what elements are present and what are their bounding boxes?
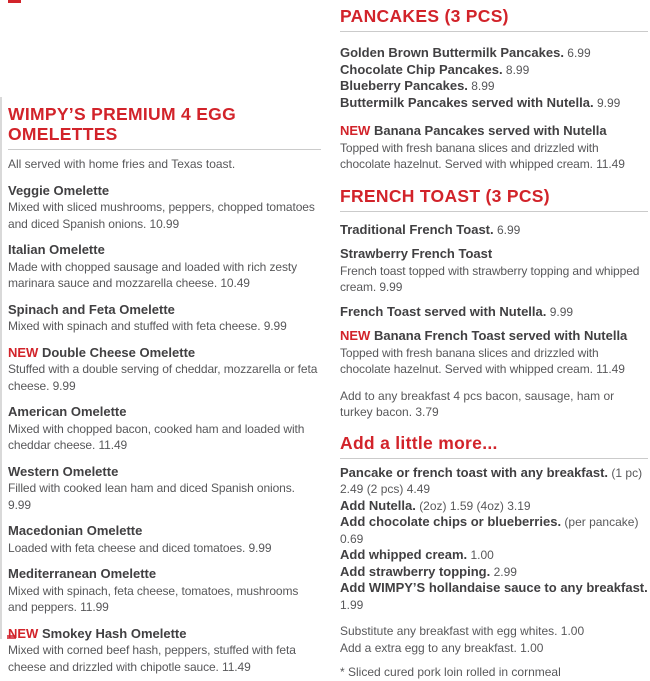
item-desc-text: Mixed with corned beef hash, peppers, stuffed with feta cheese and drizzled with chipotle sauce.	[8, 643, 296, 674]
item-title: Traditional French Toast.	[340, 221, 494, 237]
cut-off-text-fragment-top	[8, 0, 21, 3]
item-title: Chocolate Chip Pancakes.	[340, 61, 503, 77]
item-description	[8, 540, 321, 557]
item-price: (2oz) 1.59 (4oz) 3.19	[419, 498, 531, 513]
item-description	[340, 140, 648, 173]
new-badge: NEW	[340, 123, 371, 138]
item-title: Blueberry Pancakes.	[340, 78, 468, 93]
menu-item-line	[340, 580, 648, 613]
item-desc-text: Mixed with spinach and stuffed with feta cheese.	[8, 319, 261, 333]
item-title: Veggie Omelette	[8, 182, 110, 198]
menu-item-line	[340, 498, 648, 515]
menu-item-double-cheese-omelette	[8, 345, 321, 395]
item-title: Spinach and Feta Omelette	[8, 301, 175, 317]
item-title: Buttermilk Pancakes served with Nutella.	[340, 94, 594, 110]
item-title: American Omelette	[8, 404, 127, 419]
item-title: Banana Pancakes served with Nutella	[373, 123, 607, 138]
section-heading-pancakes: PANCAKES (3 PCS)	[340, 6, 648, 32]
item-description	[8, 199, 321, 232]
new-badge: NEW	[8, 344, 39, 360]
menu-item-line	[340, 514, 648, 547]
menu-item-mediterranean-omelette	[8, 566, 321, 616]
item-name	[8, 523, 321, 540]
item-price: 8.99	[505, 62, 530, 77]
item-price: 11.49	[596, 157, 625, 171]
menu-item-line	[340, 62, 648, 79]
menu-note: Substitute any breakfast with egg whites. 1.00	[340, 624, 585, 638]
item-desc-text: Mixed with sliced mushrooms, peppers, chopped tomatoes and diced Spanish onions.	[8, 200, 315, 231]
menu-item-line	[340, 95, 648, 112]
menu-item-spinach-feta-omelette	[8, 302, 321, 335]
item-name	[8, 626, 321, 643]
item-title: Add whipped cream.	[340, 547, 468, 562]
item-price: 6.99	[567, 46, 591, 60]
menu-item-line	[340, 78, 648, 95]
item-title: Banana French Toast served with Nutella	[373, 328, 628, 343]
item-price: 9.99	[596, 95, 621, 110]
item-desc-text: Stuffed with a double serving of cheddar, mozzarella or feta cheese.	[8, 362, 318, 393]
item-description	[8, 642, 321, 675]
item-description	[8, 583, 321, 616]
item-title: Add Nutella.	[340, 497, 416, 513]
menu-item-line	[340, 45, 648, 62]
item-price: 11.49	[222, 659, 251, 674]
new-badge: NEW	[8, 625, 39, 641]
item-name	[8, 302, 321, 319]
item-price: 9.99	[8, 497, 31, 512]
pancakes-item-list	[340, 45, 648, 111]
substitution-notes	[340, 623, 648, 656]
item-price: 11.99	[80, 600, 109, 614]
item-description	[8, 259, 321, 292]
section-subtitle: All served with home fries and Texas toast.	[8, 157, 236, 171]
item-title: Pancake or french toast with any breakfast.	[340, 464, 609, 480]
item-desc-text: Topped with fresh banana slices and drizzled with chocolate hazelnut. Served with whipped cream.	[340, 140, 599, 171]
item-title: Smokey Hash Omelette	[41, 625, 187, 641]
item-desc-text: Loaded with feta cheese and diced tomatoes.	[8, 540, 246, 555]
item-price: 1.99	[340, 597, 364, 612]
item-name	[340, 246, 648, 263]
item-name	[8, 242, 321, 259]
item-price: 9.99	[379, 280, 403, 294]
item-title: Italian Omelette	[8, 242, 105, 257]
item-price: 2.99	[493, 564, 517, 579]
item-price: 9.99	[549, 304, 574, 319]
item-price: 6.99	[496, 222, 521, 237]
menu-item-smokey-hash-omelette	[8, 626, 321, 676]
item-name	[8, 404, 321, 421]
section-heading-add-more: Add a little more...	[340, 433, 648, 459]
item-desc-text: French toast topped with strawberry topping and whipped cream.	[340, 263, 640, 294]
item-price: 10.99	[149, 216, 180, 231]
left-border-line	[0, 97, 2, 639]
item-title: Western Omelette	[8, 463, 119, 479]
menu-item-traditional-french-toast	[340, 222, 648, 239]
new-badge: NEW	[340, 328, 371, 343]
right-column	[340, 6, 648, 681]
item-title: French Toast served with Nutella.	[340, 303, 547, 319]
menu-item-macedonian-omelette	[8, 523, 321, 556]
menu-item-banana-pancakes	[340, 123, 648, 173]
item-description	[8, 421, 321, 454]
item-title: Golden Brown Buttermilk Pancakes.	[340, 45, 564, 60]
item-title: Macedonian Omelette	[8, 523, 143, 538]
item-description	[8, 361, 321, 394]
menu-item-italian-omelette	[8, 242, 321, 292]
item-name	[340, 123, 648, 140]
item-description	[8, 480, 321, 513]
item-name	[8, 345, 321, 362]
item-desc-text: Mixed with chopped bacon, cooked ham and loaded with cheddar cheese.	[8, 421, 305, 452]
item-desc-text: Made with chopped sausage and loaded with rich zesty marinara sauce and mozzarella cheese.	[8, 259, 297, 290]
section-heading-french-toast: FRENCH TOAST (3 PCS)	[340, 186, 648, 212]
item-description	[340, 263, 648, 296]
bacon-addon-note: Add to any breakfast 4 pcs bacon, sausage, ham or turkey bacon. 3.79	[340, 388, 615, 419]
asterisk-footnote: * Sliced cured pork loin rolled in cornmeal	[340, 665, 561, 679]
menu-item-french-toast-nutella	[340, 304, 648, 321]
item-description	[340, 345, 648, 378]
menu-item-western-omelette	[8, 464, 321, 514]
item-title: Mediterranean Omelette	[8, 566, 157, 581]
item-name	[8, 183, 321, 200]
item-title: Add WIMPY’S hollandaise sauce to any breakfast.	[340, 580, 648, 595]
omelettes-section	[8, 104, 321, 675]
item-title: Double Cheese Omelette	[41, 344, 196, 360]
section-heading-omelettes: WIMPY’S PREMIUM 4 EGG OMELETTES	[8, 104, 321, 150]
menu-item-line	[340, 547, 648, 564]
item-title: Add chocolate chips or blueberries.	[340, 514, 562, 529]
menu-item-american-omelette	[8, 404, 321, 454]
item-desc-text: Filled with cooked lean ham and diced Spanish onions.	[8, 481, 295, 495]
item-price: 9.99	[248, 540, 272, 555]
menu-item-veggie-omelette	[8, 183, 321, 233]
menu-item-line	[340, 465, 648, 498]
item-price: 10.49	[220, 276, 250, 290]
item-title: Add strawberry topping.	[340, 563, 491, 579]
item-price: 1.00	[470, 548, 494, 562]
item-price: (per pancake) 0.69	[340, 515, 639, 546]
menu-item-line	[340, 564, 648, 581]
item-name	[8, 566, 321, 583]
item-title: Strawberry French Toast	[340, 246, 493, 261]
item-price: 11.49	[596, 362, 625, 376]
item-price: 11.49	[98, 438, 128, 452]
item-name	[8, 464, 321, 481]
menu-item-strawberry-french-toast	[340, 246, 648, 296]
add-more-item-list	[340, 465, 648, 614]
item-price: 9.99	[52, 378, 76, 393]
menu-note: Add a extra egg to any breakfast. 1.00	[340, 640, 544, 655]
item-price: 9.99	[263, 319, 287, 333]
item-desc-text: Topped with fresh banana slices and drizzled with chocolate hazelnut. Served with whipped cream.	[340, 345, 599, 376]
item-name	[340, 328, 648, 345]
item-price: (1 pc) 2.49 (2 pcs) 4.49	[340, 465, 643, 496]
item-price: 8.99	[471, 79, 495, 93]
item-description	[8, 318, 321, 335]
menu-item-banana-french-toast	[340, 328, 648, 378]
item-desc-text: Mixed with spinach, feta cheese, tomatoes, mushrooms and peppers.	[8, 583, 299, 614]
